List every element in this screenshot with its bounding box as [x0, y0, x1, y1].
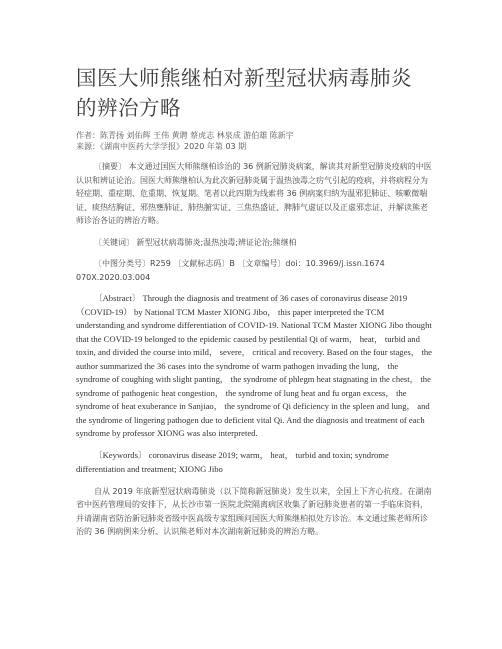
body-paragraph: 自从 2019 年底新型冠状病毒肺炎（以下简称新冠肺炎）发生以来，全国上下齐心抗疫。在湖南省中医药管理局的安排下，从长沙市第一医院北院隔离病区收集了新冠肺炎患者的第一手临床资料，并请湖南省防治新冠肺炎省级中医高级专家组顾问国医大师熊继柏拟处方诊治。本文通过熊老师所诊治的 36 例病例来分析、认识熊老师对本次湖南新冠肺炎的辨治方略。 — [76, 486, 432, 537]
article-source: 来源：《湖南中医药大学学报》2020 年第 03 期 — [76, 142, 247, 151]
abstract-cn: 〔摘要〕 本文通过国医大师熊继柏诊治的 36 例新冠肺炎病案，解读其对新型冠肺炎疫病的中医认识和辨证论治。国医大师熊继柏认为此次新冠肺炎属于温热浊毒之疠气引起的疫病，并将病程分为轻症期、重症期、危重期、恢复期。笔者以此四期为线索将 36 例病案归纳为温邪犯肺证、咳嗽微喘证、痰热结胸证、邪热壅肺证、肺热腑实证、三焦热盛证、脾肺气虚证以及正虚邪恋证，并解读熊老师诊治各证的辨治方略。 — [76, 162, 432, 225]
keywords-en: 〔Keywords〕 coronavirus disease 2019; warm， heat， turbid and toxin; syndrome differentiation and treatment; XIONG Jibo — [76, 450, 389, 474]
classification-line: 〔中图分类号〕R259 〔文献标志码〕B 〔文章编号〕doi：10.3969/j.issn.1674 070X.2020.03.004 — [76, 259, 385, 282]
article-authors: 作者：陈青扬 刘佑辉 王伟 黄聘 蔡虎志 林泉成 游伯雄 陈新宇 — [76, 131, 294, 140]
abstract-en: 〔Abstract〕 Through the diagnosis and treatment of 36 cases of coronavirus disease 2019 （COVID-19） by National TCM Master XIONG Jibo， this paper interpreted the TCM understanding and syndrome differentiation of COVID-19. National TCM Master XIONG Jibo thought that the COVID-19 belonged to the epidemic caused by pestilential Qi of warm， heat， turbid and toxin, and divided the course into mild， severe， critical and recovery. Based on the four stages， the author summarized the 36 cases into the syndrome of warm pathogen invading the lung， the syndrome of coughing with slight panting， the syndrome of phlegm heat stagnating in the chest， the syndrome of pathogenic heat congestion， the syndrome of lung heat and fu organ excess， the syndrome of heat exuberance in Sanjiao， the syndrome of Qi deficiency in the spleen and lung， and the syndrome of lingering pathogen due to deficient vital Qi. And the diagnosis and treatment of each syndrome by professor XIONG was also interpreted. — [76, 293, 432, 438]
article-title: 国医大师熊继柏对新型冠状病毒肺炎的辨治方略 — [76, 66, 412, 120]
keywords-cn: 〔关键词〕 新型冠状病毒肺炎;温热浊毒;辨证论治;熊继柏 — [94, 237, 297, 247]
